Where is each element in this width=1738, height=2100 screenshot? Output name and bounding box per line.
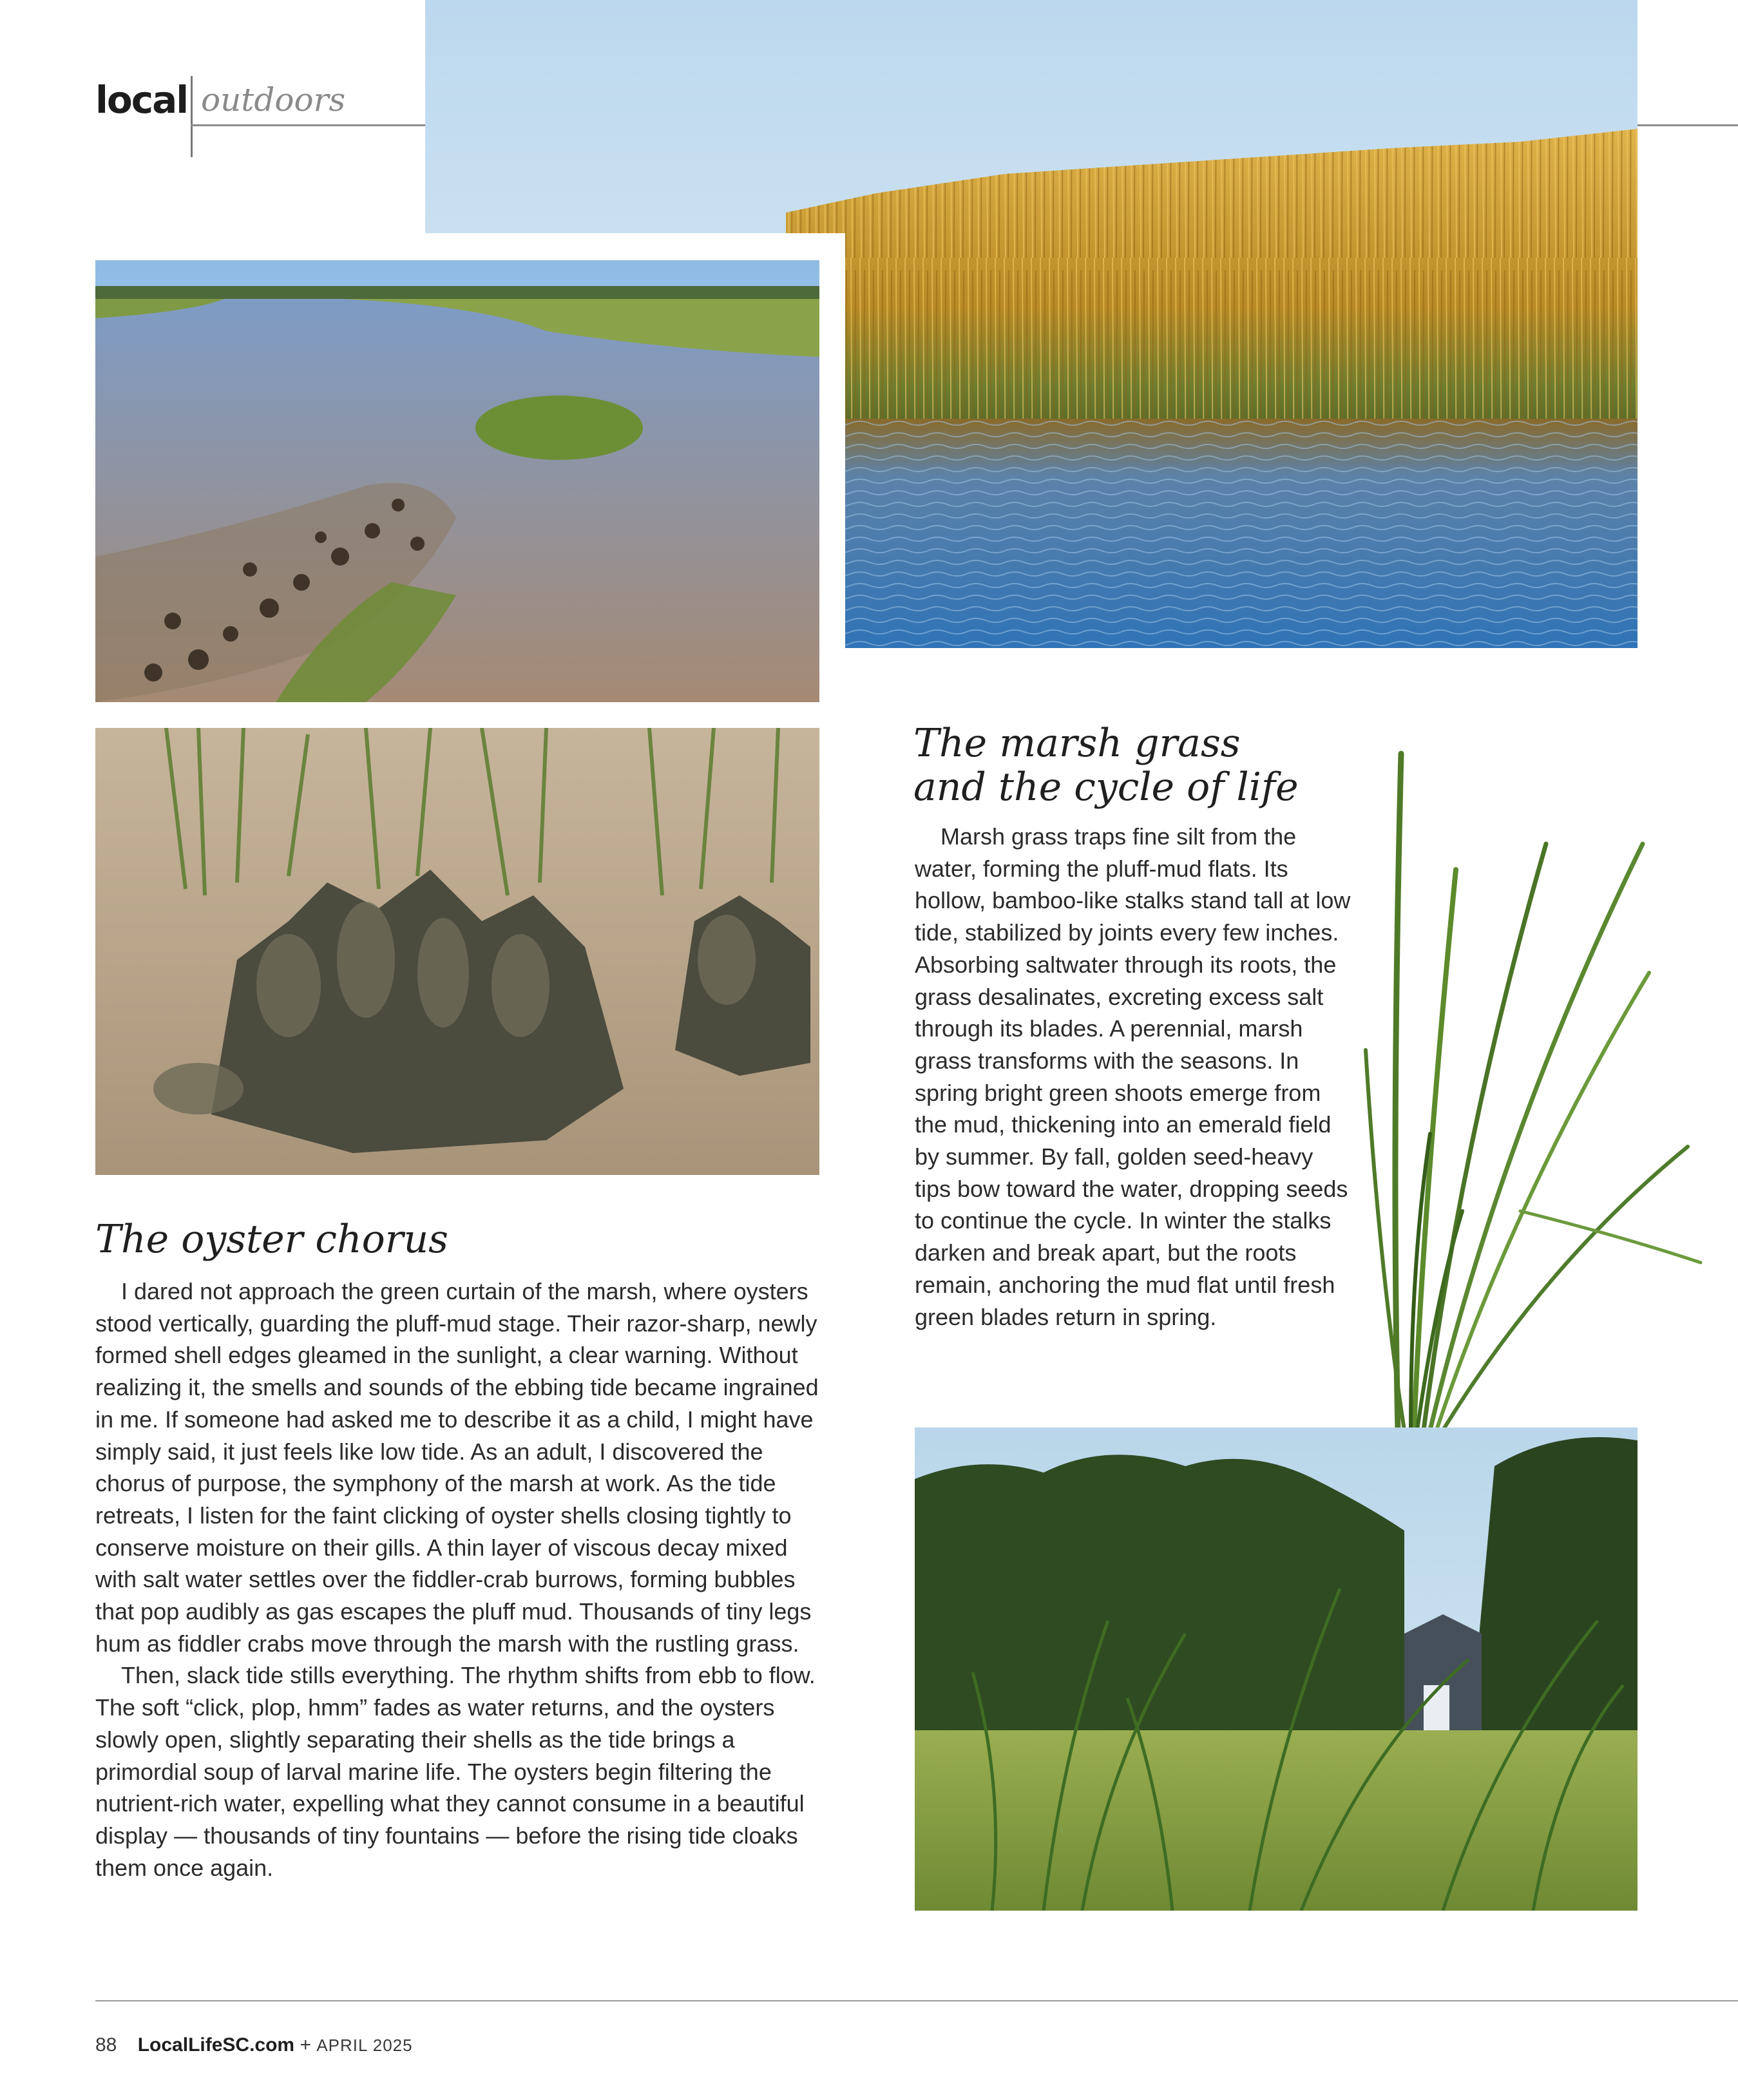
footer-separator: +: [300, 2034, 311, 2056]
header-rule: [191, 124, 426, 126]
section-label: outdoors: [201, 81, 346, 119]
paragraph: Then, slack tide stills everything. The rhythm shifts from ebb to flow. The soft “click, plop, hmm” fades as water returns, and the oysters slowly open, slightly separating their shells as the tide brings a primordial soup of larval marine life. The oysters begin filtering the nutrient-rich water, expelling what they cannot consume in a beautiful display — thousands of tiny fountains — before the rising tide cloaks them once again.: [95, 1662, 816, 1881]
header-rule: [1636, 124, 1738, 126]
header-divider: [191, 76, 193, 157]
marsh-field-photo: [915, 1427, 1638, 1911]
marsh-article-body: [915, 821, 1353, 1333]
footer-rule: [95, 2000, 1738, 2001]
marsh-article-heading: [913, 721, 1326, 809]
paragraph: Marsh grass traps fine silt from the water, forming the pluff-mud flats. Its hollow, bamboo-like stalks stand tall at low tide, stabilized by joints every few inches. Absorbing saltwater through its roots, the grass desalinates, excreting excess salt through its blades. A perennial, marsh grass transforms with the seasons. In spring bright green shoots emerge from the mud, thickening into an emerald field by summer. By fall, golden seed-heavy tips bow toward the water, dropping seeds to continue the cycle. In winter the stalks darken and break apart, but the roots remain, anchoring the mud flat until fresh green blades return in spring.: [915, 823, 1351, 1330]
oyster-article-heading: The oyster chorus: [95, 1217, 448, 1262]
heading-line: and the cycle of life: [913, 765, 1299, 810]
oyster-cluster-photo: [95, 728, 819, 1175]
issue-date: APRIL 2025: [316, 2036, 413, 2055]
brand-logo: local: [95, 78, 188, 122]
page-number: 88: [95, 2034, 117, 2056]
marsh-grass-cutout: [1353, 747, 1714, 1430]
tidal-creek-photo: [95, 260, 819, 702]
page-footer: [95, 2034, 413, 2056]
heading-line: The marsh grass: [913, 721, 1241, 766]
oyster-article-body: [95, 1275, 823, 1884]
paragraph: I dared not approach the green curtain of the marsh, where oysters stood vertically, guarding the pluff-mud stage. Their razor-sharp, newly formed shell edges gleamed in the sunlight, a clear warning. Without realizing it, the smells and sounds of the ebbing tide became ingrained in me. If someone had asked me to describe it as a child, I might have simply said, it just feels like low tide. As an adult, I discovered the chorus of purpose, the symphony of the marsh at work. As the tide retreats, I listen for the faint clicking of oyster shells closing tightly to conserve moisture on their gills. A thin layer of viscous decay mixed with salt water settles over the fiddler-crab burrows, forming bubbles that pop audibly as gas escapes the pluff mud. Thousands of tiny legs hum as fiddler crabs move through the marsh with the rustling grass.: [95, 1278, 819, 1657]
site-link[interactable]: LocalLifeSC.com: [137, 2034, 295, 2056]
